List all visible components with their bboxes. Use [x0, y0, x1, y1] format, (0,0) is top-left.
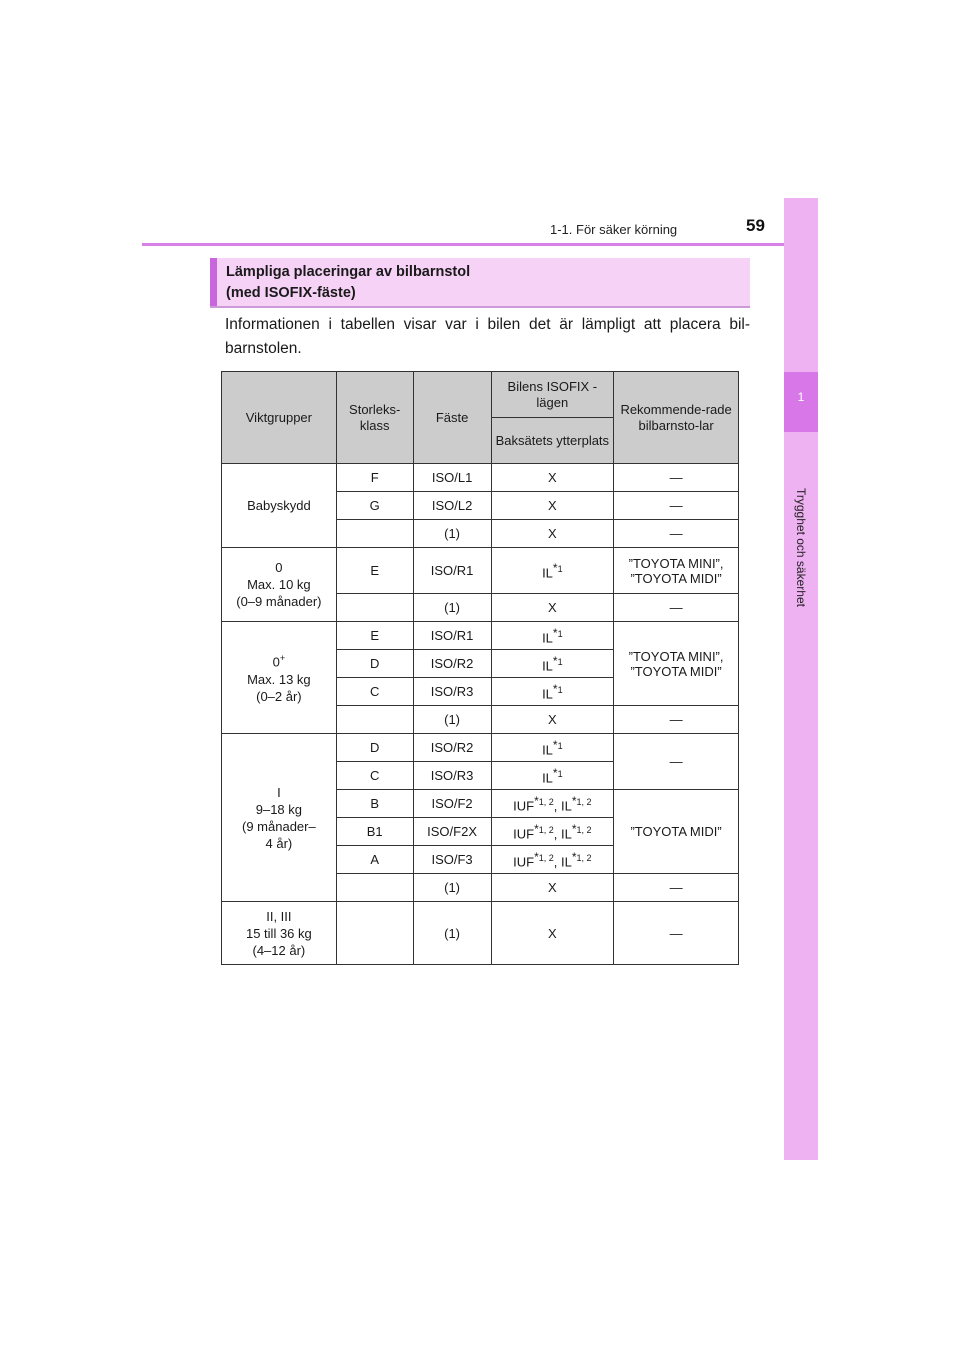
- separator: ,: [553, 854, 561, 870]
- il-text: IL: [561, 798, 572, 814]
- size-class-empty: [336, 594, 413, 622]
- separator: ,: [553, 826, 561, 842]
- table-row: [222, 902, 739, 965]
- header-faste: Fäste: [413, 372, 491, 464]
- fixture: (1): [413, 594, 491, 622]
- position-value: [491, 650, 614, 678]
- footnote-ref: 1: [557, 563, 563, 574]
- recommended-seat: —: [614, 874, 739, 902]
- footnote-ref: 1, 2: [538, 852, 554, 863]
- position-value: [491, 622, 614, 650]
- il-text: IL: [542, 686, 553, 702]
- running-header: 1-1. För säker körning: [550, 222, 678, 237]
- fixture: ISO/R2: [413, 734, 491, 762]
- footnote-ref: 1: [557, 768, 563, 779]
- star-icon: *: [571, 821, 577, 836]
- position-value: X: [491, 520, 614, 548]
- size-class: D: [336, 650, 413, 678]
- size-class: B: [336, 790, 413, 818]
- group-0: [222, 548, 337, 622]
- position-value: X: [491, 464, 614, 492]
- group-0-weight: Max. 10 kg: [247, 577, 311, 592]
- star-icon: *: [552, 737, 558, 752]
- recommended-seat: —: [614, 520, 739, 548]
- recommended-seat: —: [614, 594, 739, 622]
- fixture: ISO/R2: [413, 650, 491, 678]
- recommended-seat: [614, 622, 739, 706]
- size-class: G: [336, 492, 413, 520]
- star-icon: *: [552, 653, 558, 668]
- group-2-3-age: (4–12 år): [252, 942, 306, 958]
- page-number: 59: [746, 216, 765, 235]
- position-value: X: [491, 874, 614, 902]
- group-1: [222, 734, 337, 902]
- header-rekommenderade: Rekommende-rade bilbarnsto-lar: [614, 372, 739, 464]
- chapter-title: Trygghet och säkerhet: [794, 488, 808, 607]
- group-0plus-weight: Max. 13 kg: [247, 671, 311, 687]
- recommended-seat: —: [614, 492, 739, 520]
- table-row: [222, 622, 739, 650]
- separator: ,: [553, 798, 561, 814]
- size-class: A: [336, 846, 413, 874]
- fixture: (1): [413, 902, 491, 965]
- il-text: IL: [542, 658, 553, 674]
- fixture: ISO/F3: [413, 846, 491, 874]
- footnote-ref: 1, 2: [576, 824, 592, 835]
- footnote-ref: 1, 2: [538, 796, 554, 807]
- section-heading-box: [210, 258, 750, 308]
- group-2-3-weight: 15 till 36 kg: [245, 925, 312, 941]
- isofix-table: [221, 371, 739, 965]
- seat-midi: ”TOYOTA MIDI”: [630, 570, 722, 586]
- footnote-ref: 1: [557, 656, 563, 667]
- size-class: B1: [336, 818, 413, 846]
- position-value: [491, 790, 614, 818]
- recommended-seat: —: [614, 464, 739, 492]
- position-value: [491, 846, 614, 874]
- size-class-empty: [336, 520, 413, 548]
- table-row: [222, 464, 739, 492]
- chapter-number: 1: [797, 390, 805, 404]
- fixture: ISO/L2: [413, 492, 491, 520]
- group-1-age-cont: 4 år): [265, 835, 293, 851]
- chapter-sidebar: [784, 198, 818, 1160]
- star-icon: *: [534, 821, 539, 836]
- table-row: [222, 734, 739, 762]
- position-value: [491, 548, 614, 594]
- star-icon: *: [552, 765, 558, 780]
- fixture: ISO/L1: [413, 464, 491, 492]
- group-0-name: 0: [275, 560, 283, 575]
- group-0plus-sup: +: [279, 653, 286, 664]
- star-icon: *: [571, 849, 577, 864]
- size-class-empty: [336, 902, 413, 965]
- seat-mini: ”TOYOTA MINI”,: [628, 555, 724, 571]
- size-class: C: [336, 678, 413, 706]
- position-value: [491, 818, 614, 846]
- fixture: ISO/R1: [413, 622, 491, 650]
- size-class: E: [336, 548, 413, 594]
- group-0plus-name: 0: [272, 654, 280, 670]
- fixture: (1): [413, 874, 491, 902]
- position-value: [491, 734, 614, 762]
- group-0-age: (0–9 månader): [236, 594, 322, 609]
- iuf-text: IUF: [513, 826, 535, 842]
- position-value: [491, 678, 614, 706]
- il-text: IL: [542, 770, 553, 786]
- table-header-row: [222, 372, 739, 418]
- header-storleksklass: Storleks-klass: [336, 372, 413, 464]
- star-icon: *: [534, 849, 539, 864]
- star-icon: *: [552, 560, 558, 575]
- size-class: C: [336, 762, 413, 790]
- seat-midi: ”TOYOTA MIDI”: [630, 663, 722, 679]
- position-value: X: [491, 902, 614, 965]
- fixture: (1): [413, 706, 491, 734]
- group-1-weight: 9–18 kg: [255, 801, 302, 817]
- footnote-ref: 1, 2: [576, 796, 592, 807]
- size-class: F: [336, 464, 413, 492]
- fixture: ISO/R1: [413, 548, 491, 594]
- fixture: (1): [413, 520, 491, 548]
- il-text: IL: [542, 630, 553, 646]
- star-icon: *: [552, 681, 558, 696]
- size-class: E: [336, 622, 413, 650]
- fixture: ISO/R3: [413, 678, 491, 706]
- star-icon: *: [571, 793, 577, 808]
- recommended-seat: ”TOYOTA MIDI”: [614, 790, 739, 874]
- recommended-seat: —: [614, 902, 739, 965]
- position-value: X: [491, 706, 614, 734]
- seat-mini: ”TOYOTA MINI”,: [628, 648, 724, 664]
- il-text: IL: [561, 826, 572, 842]
- section-title-line2: (med ISOFIX-fäste): [226, 285, 356, 301]
- position-value: [491, 762, 614, 790]
- recommended-seat: [614, 548, 739, 594]
- recommended-seat: —: [614, 706, 739, 734]
- intro-paragraph: Informationen i tabellen visar var i bilen det är lämpligt att placera bil-barnstolen.: [225, 316, 750, 357]
- il-text: IL: [561, 854, 572, 870]
- header-baksatets-ytterplats: Baksätets ytterplats: [491, 418, 614, 464]
- group-2-3-name: II, III: [266, 908, 292, 924]
- iuf-text: IUF: [513, 854, 535, 870]
- group-0plus-age: (0–2 år): [256, 688, 302, 704]
- size-class-empty: [336, 874, 413, 902]
- table-row: [222, 548, 739, 594]
- section-title: [226, 262, 470, 304]
- size-class-empty: [336, 706, 413, 734]
- section-title-line1: Lämpliga placeringar av bilbarnstol: [226, 264, 471, 280]
- group-1-name: I: [277, 784, 281, 800]
- group-0plus: [222, 622, 337, 734]
- header-viktgrupper: Viktgrupper: [222, 372, 337, 464]
- header-rule: [142, 243, 818, 246]
- il-text: IL: [542, 565, 553, 581]
- position-value: X: [491, 594, 614, 622]
- size-class: D: [336, 734, 413, 762]
- group-1-age: (9 månader–: [242, 818, 316, 834]
- star-icon: *: [552, 625, 558, 640]
- header-isofix-lagen: Bilens ISOFIX -lägen: [491, 372, 614, 418]
- recommended-seat: —: [614, 734, 739, 790]
- il-text: IL: [542, 742, 553, 758]
- group-babyskydd: Babyskydd: [222, 464, 337, 548]
- footnote-ref: 1: [557, 740, 563, 751]
- iuf-text: IUF: [513, 798, 535, 814]
- footnote-ref: 1: [557, 628, 563, 639]
- fixture: ISO/F2: [413, 790, 491, 818]
- footnote-ref: 1: [557, 684, 563, 695]
- position-value: X: [491, 492, 614, 520]
- star-icon: *: [534, 793, 539, 808]
- fixture: ISO/F2X: [413, 818, 491, 846]
- fixture: ISO/R3: [413, 762, 491, 790]
- section-accent-bar: [210, 258, 217, 306]
- group-2-3: [222, 902, 337, 965]
- footnote-ref: 1, 2: [538, 824, 554, 835]
- footnote-ref: 1, 2: [576, 852, 592, 863]
